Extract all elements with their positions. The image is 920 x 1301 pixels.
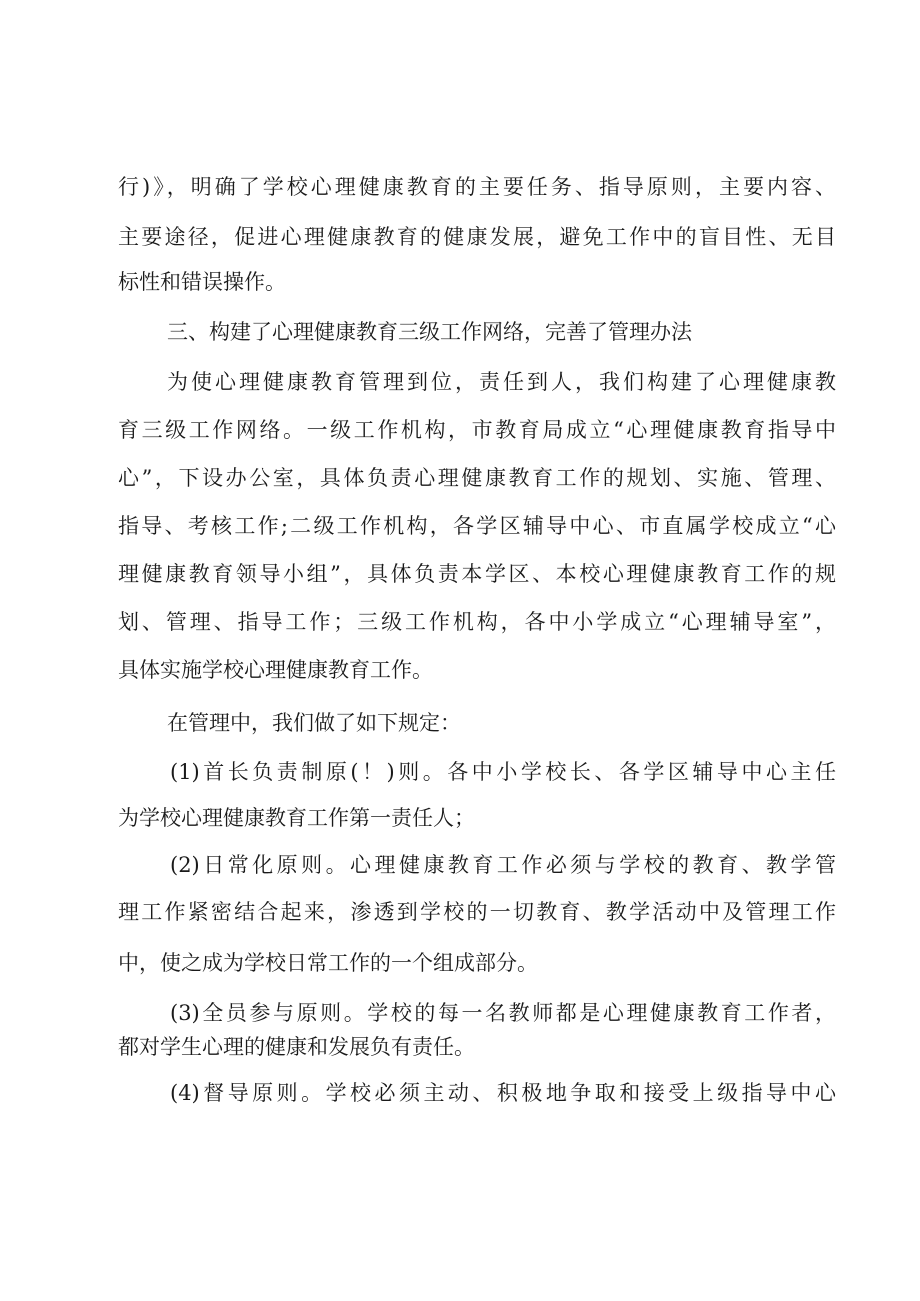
list-item-line: 为学校心理健康教育工作第一责任人； bbox=[118, 806, 475, 830]
list-item-line: (2)日常化原则。心理健康教育工作必须与学校的教育、教学管 bbox=[170, 853, 836, 877]
paragraph-line: 在管理中，我们做了如下规定： bbox=[167, 711, 461, 735]
paragraph-line: 理健康教育领导小组”，具体负责本学区、本校心理健康教育工作的规 bbox=[118, 562, 836, 586]
list-item-line: 中，使之成为学校日常工作的一个组成部分。 bbox=[118, 951, 538, 975]
paragraph-line: 行)》，明确了学校心理健康教育的主要任务、指导原则，主要内容、 bbox=[118, 175, 836, 199]
paragraph-line: 划、管理、指导工作；三级工作机构，各中小学成立“心理辅导室”， bbox=[118, 610, 836, 634]
paragraph-line: 心”，下设办公室，具体负责心理健康教育工作的规划、实施、管理、 bbox=[118, 466, 836, 490]
paragraph-line: 主要途径，促进心理健康教育的健康发展，避免工作中的盲目性、无目 bbox=[118, 225, 836, 249]
paragraph-line: 标性和错误操作。 bbox=[118, 270, 286, 294]
list-item-line: (3)全员参与原则。学校的每一名教师都是心理健康教育工作者， bbox=[170, 1001, 836, 1025]
list-item-line: (1)首长负责制原(！)则。各中小学校长、各学区辅导中心主任 bbox=[170, 760, 836, 784]
paragraph-line: 为使心理健康教育管理到位，责任到人，我们构建了心理健康教 bbox=[167, 370, 836, 394]
list-item-line: (4)督导原则。学校必须主动、积极地争取和接受上级指导中心 bbox=[170, 1081, 836, 1105]
list-item-line: 都对学生心理的健康和发展负有责任。 bbox=[118, 1035, 475, 1059]
list-item-line: 理工作紧密结合起来，渗透到学校的一切教育、教学活动中及管理工作 bbox=[118, 900, 836, 924]
paragraph-line: 育三级工作网络。一级工作机构，市教育局成立“心理健康教育指导中 bbox=[118, 418, 836, 442]
section-heading: 三、构建了心理健康教育三级工作网络，完善了管理办法 bbox=[167, 320, 692, 344]
paragraph-line: 指导、考核工作;二级工作机构，各学区辅导中心、市直属学校成立“心 bbox=[118, 514, 836, 538]
paragraph-line: 具体实施学校心理健康教育工作。 bbox=[118, 658, 433, 682]
